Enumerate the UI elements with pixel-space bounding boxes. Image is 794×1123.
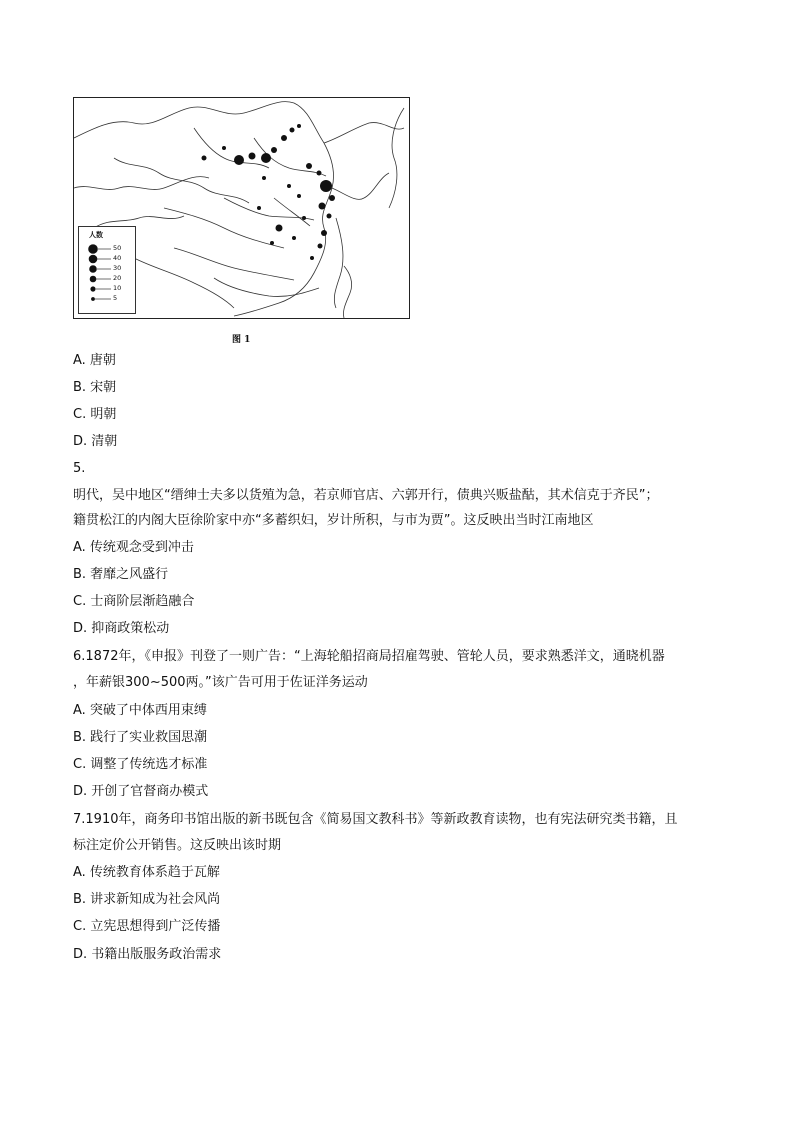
- q6-stem-line2: ，年薪银300~500两。”该广告可用于佐证洋务运动: [73, 675, 368, 690]
- legend-value: 10: [113, 284, 122, 292]
- legend-symbols: [79, 227, 135, 313]
- q4-option-a: A. 唐朝: [73, 353, 116, 368]
- q5-option-d: D. 抑商政策松动: [73, 621, 170, 636]
- legend-title: 人数: [89, 231, 103, 239]
- q7-option-a: A. 传统教育体系趋于瓦解: [73, 865, 220, 880]
- q7-option-b: B. 讲求新知成为社会风尚: [73, 892, 221, 907]
- q7-stem-line1: 7.1910年，商务印书馆出版的新书既包含《简易国文教科书》等新政教育读物，也有宪法研究类书籍，且: [73, 812, 678, 827]
- q6-option-d: D. 开创了官督商办模式: [73, 784, 209, 799]
- legend-value: 5: [113, 294, 118, 302]
- map-figure: [73, 97, 410, 319]
- q4-option-d: D. 清朝: [73, 434, 118, 449]
- q7-stem-line2: 标注定价公开销售。这反映出该时期: [73, 838, 282, 853]
- q5-option-a: A. 传统观念受到冲击: [73, 540, 194, 555]
- q5-stem-line2: 籍贯松江的内阁大臣徐阶家中亦“多蓄织妇，岁计所积，与市为贾”。这反映出当时江南地区: [73, 513, 594, 528]
- map-legend: [78, 226, 136, 314]
- q6-option-c: C. 调整了传统选才标准: [73, 757, 208, 772]
- q7-option-c: C. 立宪思想得到广泛传播: [73, 919, 221, 934]
- legend-value: 20: [113, 274, 122, 282]
- legend-value: 30: [113, 264, 122, 272]
- q6-stem-line1: 6.1872年，《申报》刊登了一则广告：“上海轮船招商局招雇驾驶、管轮人员，要求熟悉洋文，通晓机器: [73, 649, 665, 664]
- q5-number: 5.: [73, 461, 86, 476]
- q4-option-b: B. 宋朝: [73, 380, 117, 395]
- q5-option-b: B. 奢靡之风盛行: [73, 567, 169, 582]
- q7-option-d: D. 书籍出版服务政治需求: [73, 947, 222, 962]
- figure-caption: 图 1: [232, 335, 251, 345]
- legend-value: 40: [113, 254, 122, 262]
- q4-option-c: C. 明朝: [73, 407, 117, 422]
- q5-stem-line1: 明代，吴中地区“缙绅士夫多以货殖为急，若京师官店、六郭开行，债典兴贩盐酤，其术信克于齐民”；: [73, 488, 659, 503]
- q6-option-b: B. 践行了实业救国思潮: [73, 730, 208, 745]
- q6-option-a: A. 突破了中体西用束缚: [73, 703, 207, 718]
- q5-option-c: C. 士商阶层渐趋融合: [73, 594, 195, 609]
- legend-value: 50: [113, 244, 122, 252]
